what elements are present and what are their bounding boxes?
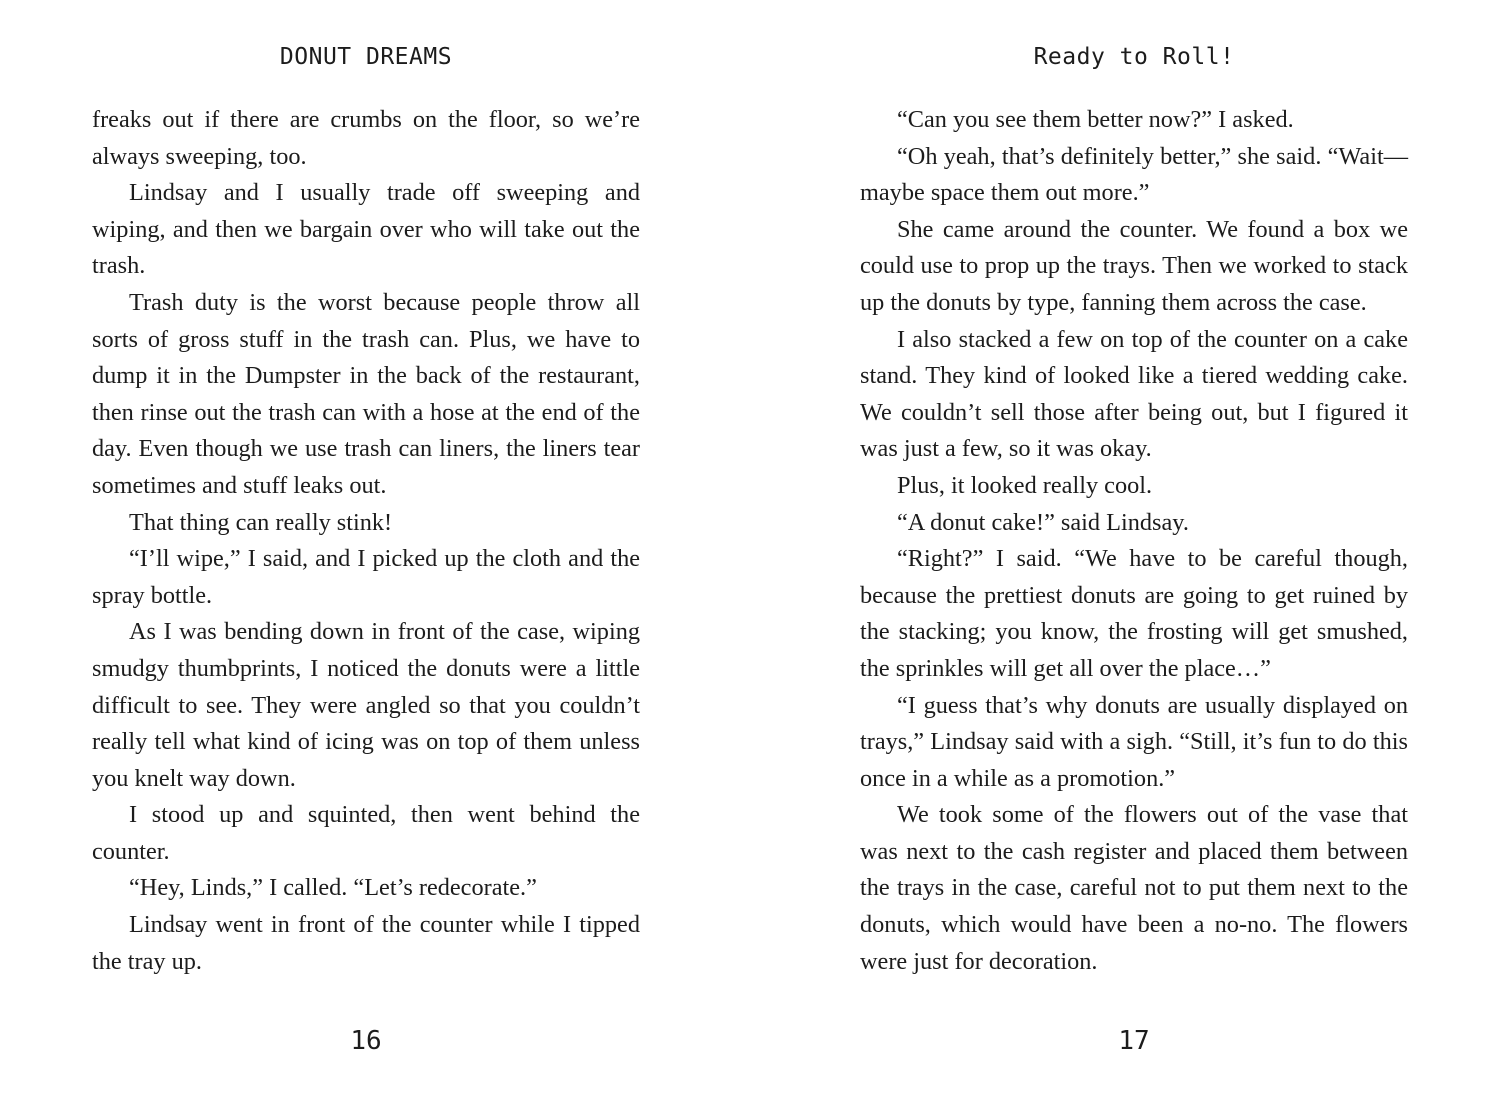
running-head-right: Ready to Roll!: [1033, 44, 1235, 70]
paragraph: Plus, it looked really cool.: [897, 471, 1153, 499]
paragraph: “Oh yeah, that’s definitely better,” she said. “Wait—maybe space them out more.”: [860, 142, 1408, 207]
paragraph: “Hey, Linds,” I called. “Let’s redecorate.”: [129, 874, 537, 902]
paragraph: Lindsay and I usually trade off sweeping and wiping, and then we bargain over who will take out the trash.: [92, 179, 640, 280]
paragraph: We took some of the flowers out of the vase that was next to the cash register and placed them between the trays in the case, careful not to put them next to the donuts, which would have been a no-no. The flowers were just for decoration.: [860, 801, 1408, 975]
paragraph: I stood up and squinted, then went behind the counter.: [92, 801, 640, 865]
paragraph: Lindsay went in front of the counter while I tipped the tray up.: [92, 911, 640, 975]
paragraph: “I guess that’s why donuts are usually displayed on trays,” Lindsay said with a sigh. “Still, it’s fun to do this once in a while as a promotion.”: [860, 691, 1408, 792]
right-page-body: [860, 102, 1408, 980]
page-number-left: 16: [350, 1026, 382, 1056]
paragraph: As I was bending down in front of the case, wiping smudgy thumbprints, I noticed the donuts were a little difficult to see. They were angled so that you couldn’t really tell what kind of icing was on top of them unless you knelt way down.: [92, 618, 640, 792]
paragraph: Trash duty is the worst because people throw all sorts of gross stuff in the trash can. Plus, we have to dump it in the Dumpster in the back of the restaurant, then rinse out the trash can with a hose at the end of the day. Even though we use trash can liners, the liners tear sometimes and stuff leaks out.: [92, 288, 640, 499]
paragraph: “Can you see them better now?” I asked.: [897, 106, 1294, 133]
paragraph: freaks out if there are crumbs on the floor, so we’re always sweeping, too.: [92, 106, 640, 170]
paragraph: I also stacked a few on top of the counter on a cake stand. They kind of looked like a tiered wedding cake. We couldn’t sell those after being out, but I figured it was just a few, so it was okay.: [860, 325, 1408, 463]
left-page-body: [92, 102, 640, 980]
right-page: [750, 0, 1500, 1116]
paragraph: “I’ll wipe,” I said, and I picked up the cloth and the spray bottle.: [92, 545, 640, 609]
paragraph: “A donut cake!” said Lindsay.: [897, 508, 1189, 536]
page-number-right: 17: [1118, 1026, 1150, 1056]
paragraph: “Right?” I said. “We have to be careful though, because the prettiest donuts are going to get ruined by the stacking; you know, the frosting will get smushed, the sprinkles will get all over the place…”: [860, 545, 1408, 682]
paragraph: She came around the counter. We found a box we could use to prop up the trays. Then we worked to stack up the donuts by type, fanning them across the case.: [860, 215, 1408, 316]
paragraph: That thing can really stink!: [129, 508, 393, 536]
running-head-left: DONUT DREAMS: [279, 44, 453, 70]
